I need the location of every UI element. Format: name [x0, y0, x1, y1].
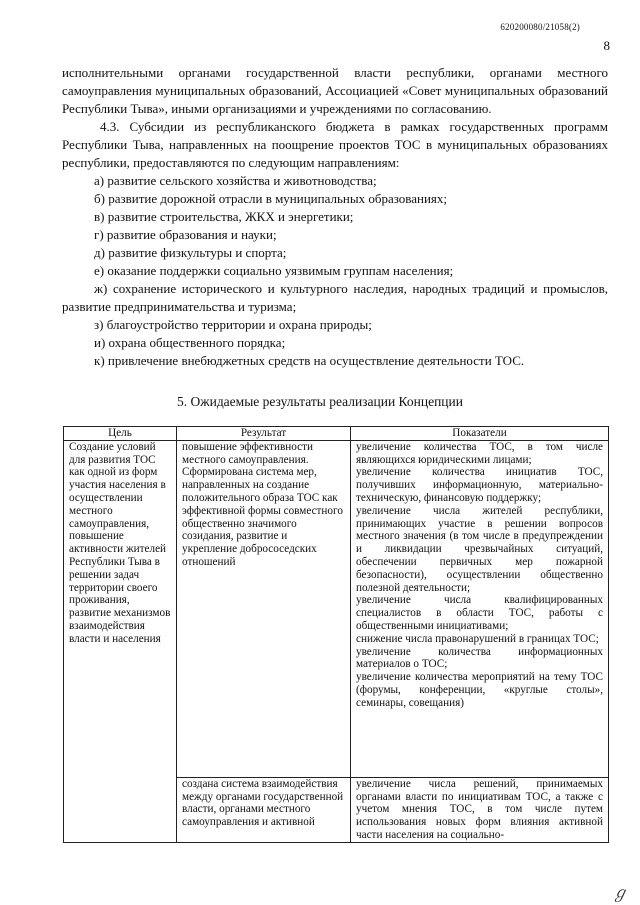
paragraph-continuation: исполнительными органами государственной власти республики, органами местного самоуправления муниципальных образований, Ассоциацией «Совет муниципальных образований Республики Тыва», иными организациями и учреждениями по согласованию. [62, 65, 608, 116]
indicator-item: увеличение числа решений, принимаемых органами власти по инициативам ТОС, а также с учетом мнения ТОС, в том числе путем использования новых форм влияния активной части населения на социально- [356, 777, 603, 841]
column-header-goal: Цель [64, 427, 177, 441]
table-row [64, 440, 609, 777]
list-item-z: з) благоустройство территории и охрана природы; [94, 317, 372, 332]
indicator-item: увеличение количества ТОС, в том числе являющихся юридическими лицами; [356, 440, 603, 466]
indicator-item: увеличение числа квалифицированных специалистов в области ТОС, работы с общественными инициативами; [356, 594, 603, 632]
results-table [63, 426, 609, 843]
result-cell: повышение эффективности местного самоуправления. Сформирована система мер, направленных на создание положительного образа ТОС как эффективной формы совместного общественно значимого созидания, развитие и укрепление добрососедских отношений [177, 440, 351, 777]
result-cell: создана система взаимодействия между органами государственной власти, органами местного самоуправления и активной [177, 777, 351, 842]
list-item-i: и) охрана общественного порядка; [94, 335, 286, 350]
indicator-item: увеличение количества информационных материалов о ТОС; [356, 645, 603, 671]
page-number: 8 [603, 38, 610, 53]
list-item-e: е) оказание поддержки социально уязвимым группам населения; [94, 263, 454, 278]
indicator-item: увеличение количества инициатив ТОС, получивших информационную, материально-техническую, финансовую поддержку; [356, 466, 603, 504]
section-title: 5. Ожидаемые результаты реализации Концепции [177, 394, 463, 409]
list-item-a: а) развитие сельского хозяйства и животноводства; [94, 173, 377, 188]
list-item-d: д) развитие физкультуры и спорта; [94, 245, 287, 260]
body-text [62, 64, 608, 370]
document-id: 620200080/21058(2) [500, 22, 580, 32]
indicators-cell [351, 440, 609, 777]
indicator-item: увеличение числа жителей республики, принимающих участие в решении вопросов местного значения (в том числе в предупреждении и ликвидации чрезвычайных ситуаций, обеспечении первичных мер пожарной безопасности), осуществлении общественно полезной деятельности; [356, 504, 603, 594]
indicator-item: снижение числа правонарушений в границах ТОС; [356, 632, 599, 645]
goal-cell: Создание условий для развития ТОС как одной из форм участия населения в осуществлении местного самоуправления, повышение активности жителей Республики Тыва в решении задач территории своего проживания, развитие механизмов взаимодействия власти и населения [64, 440, 177, 842]
column-header-indicators: Показатели [351, 427, 609, 441]
indicator-item: увеличение количества мероприятий на тему ТОС (форумы, конференции, «круглые столы», семинары, совещания) [356, 671, 603, 709]
indicators-cell [351, 777, 609, 842]
list-item-k: к) привлечение внебюджетных средств на осуществление деятельности ТОС. [94, 353, 525, 368]
column-header-result: Результат [177, 427, 351, 441]
table-header-row [64, 427, 609, 441]
list-item-v: в) развитие строительства, ЖКХ и энергетики; [94, 209, 354, 224]
paragraph-4-3: 4.3. Субсидии из республиканского бюджета в рамках государственных программ Республики Тыва, направленных на поощрение проектов ТОС в муниципальных образованиях республики, предоставляются по следующим направлениям: [62, 119, 608, 170]
list-item-b: б) развитие дорожной отрасли в муниципальных образованиях; [94, 191, 448, 206]
list-item-zh: ж) сохранение исторического и культурного наследия, народных традиций и промыслов, развитие предпринимательства и туризма; [62, 281, 608, 314]
list-item-g: г) развитие образования и науки; [94, 227, 277, 242]
initials-mark: ℊ [612, 885, 629, 902]
